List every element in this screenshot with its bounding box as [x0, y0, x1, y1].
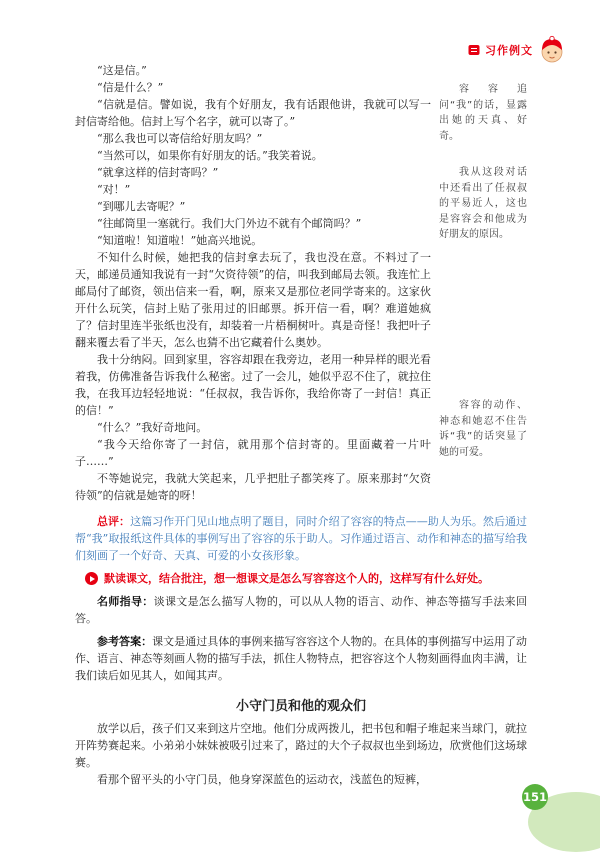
- answer-label: 参考答案：: [97, 635, 153, 648]
- guidance-text: 谈课文是怎么描写人物的，可以从人物的语言、动作、神态等描写手法来回答。: [75, 595, 528, 625]
- next-essay-paragraph: 放学以后，孩子们又来到这片空地。他们分成两拨儿，把书包和帽子堆起来当球门，就拉开阵势赛起来。小弟弟小妹妹被吸引过来了，路过的大个子叔叔也坐到场边，欣赏他们这场球赛。: [75, 722, 527, 769]
- story-paragraph: 不知什么时候，她把我的信封拿去玩了，我也没在意。不料过了一天，邮递员通知我说有一封“欠资待领”的信，叫我到邮局去领。我连忙上邮局付了邮资，领出信来一看，啊，原来又是那位老同学寄来的。这家伙开什么玩笑，信封上贴了张用过的旧邮票。拆开信一看，啊？难道她疯了？信封里连半张纸也没有，却装着一片梧桐树叶。真是奇怪！我把叶子翻来覆去看了半天，怎么也猜不出它藏着什么奥妙。: [75, 251, 431, 349]
- story-paragraph: “往邮筒里一塞就行。我们大门外边不就有个邮筒吗？”: [97, 217, 362, 230]
- review-label: 总评：: [97, 515, 131, 528]
- play-icon: [85, 572, 98, 585]
- story-paragraph: 我十分纳闷。回到家里，容容却跟在我旁边，老用一种异样的眼光看着我，仿佛准备告诉我什么秘密。过了一会儿，她似乎忍不住了，就拉住我，在我耳边轻轻地说：“任叔叔，我告诉你，我给你寄了一封信！真正的信！”: [75, 353, 431, 417]
- overall-review: [75, 513, 527, 564]
- margin-annotation: 容容追问“我”的话，显露出她的天真、好奇。: [439, 84, 527, 142]
- margin-annotation: 容容的动作、神态和她忍不住告诉“我”的话突显了她的可爱。: [439, 400, 527, 458]
- story-paragraph: “信就是信。譬如说，我有个好朋友，我有话跟他讲，我就可以写一封信寄给他。信封上写个名字，就可以寄了。”: [75, 98, 431, 128]
- story-paragraph: “我今天给你寄了一封信，就用那个信封寄的。里面藏着一片叶子……”: [75, 438, 431, 468]
- story-paragraph: “对！”: [97, 183, 131, 196]
- story-paragraph: “那么我也可以寄信给好朋友吗？”: [97, 132, 263, 145]
- next-essay-title: 小守门员和他的观众们: [235, 699, 366, 714]
- mascot-icon: [538, 34, 566, 66]
- section-badge-label: 习作例文: [485, 44, 533, 57]
- story-paragraph: “什么？”我好奇地问。: [97, 421, 208, 434]
- story-paragraph: 不等她说完，我就大笑起来，几乎把肚子都笑疼了。原来那封“欠资待领”的信就是她寄的呀！: [75, 472, 431, 502]
- book-icon: [468, 44, 480, 56]
- story-paragraph: “当然可以，如果你有好朋友的话。”我笑着说。: [97, 149, 323, 162]
- story-paragraph: “知道啦！知道啦！”她高兴地说。: [97, 234, 263, 247]
- teacher-guidance: [75, 593, 527, 627]
- reference-answer: [75, 633, 527, 684]
- answer-text: 课文是通过具体的事例来描写容容这个人物的。在具体的事例描写中运用了动作、语言、神态等刻画人物的描写手法，抓住人物特点，把容容这个人物刻画得血肉丰满，让我们读后如见其人，如闻其声。: [75, 635, 528, 682]
- guidance-label: 名师指导：: [97, 595, 154, 608]
- story-section: [75, 62, 527, 504]
- story-paragraph: “就拿这样的信封寄吗？”: [97, 166, 219, 179]
- page-number-badge: 151: [522, 784, 548, 810]
- review-text: 这篇习作开门见山地点明了题目，同时介绍了容容的特点——助人为乐。然后通过帮“我”取报纸这件具体的事例写出了容容的乐于助人。习作通过语言、动作和神态的描写给我们刻画了一个好奇、天真、可爱的小女孩形象。: [75, 515, 528, 562]
- page-content: [75, 62, 527, 788]
- story-paragraph: “信是什么？”: [97, 81, 164, 94]
- next-essay-paragraph: 看那个留平头的小守门员，他身穿深蓝色的运动衣，浅蓝色的短裤，: [97, 773, 427, 786]
- reading-task: [75, 571, 527, 587]
- margin-annotation: 我从这段对话中还看出了任叔叔的平易近人，这也是容容会和他成为好朋友的原因。: [439, 167, 527, 240]
- reading-task-text: 默读课文，结合批注，想一想课文是怎么写容容这个人的，这样写有什么好处。: [104, 572, 489, 585]
- story-text-column: [75, 62, 431, 504]
- story-paragraph: “这是信。”: [97, 64, 147, 77]
- story-paragraph: “到哪儿去寄呢？”: [97, 200, 186, 213]
